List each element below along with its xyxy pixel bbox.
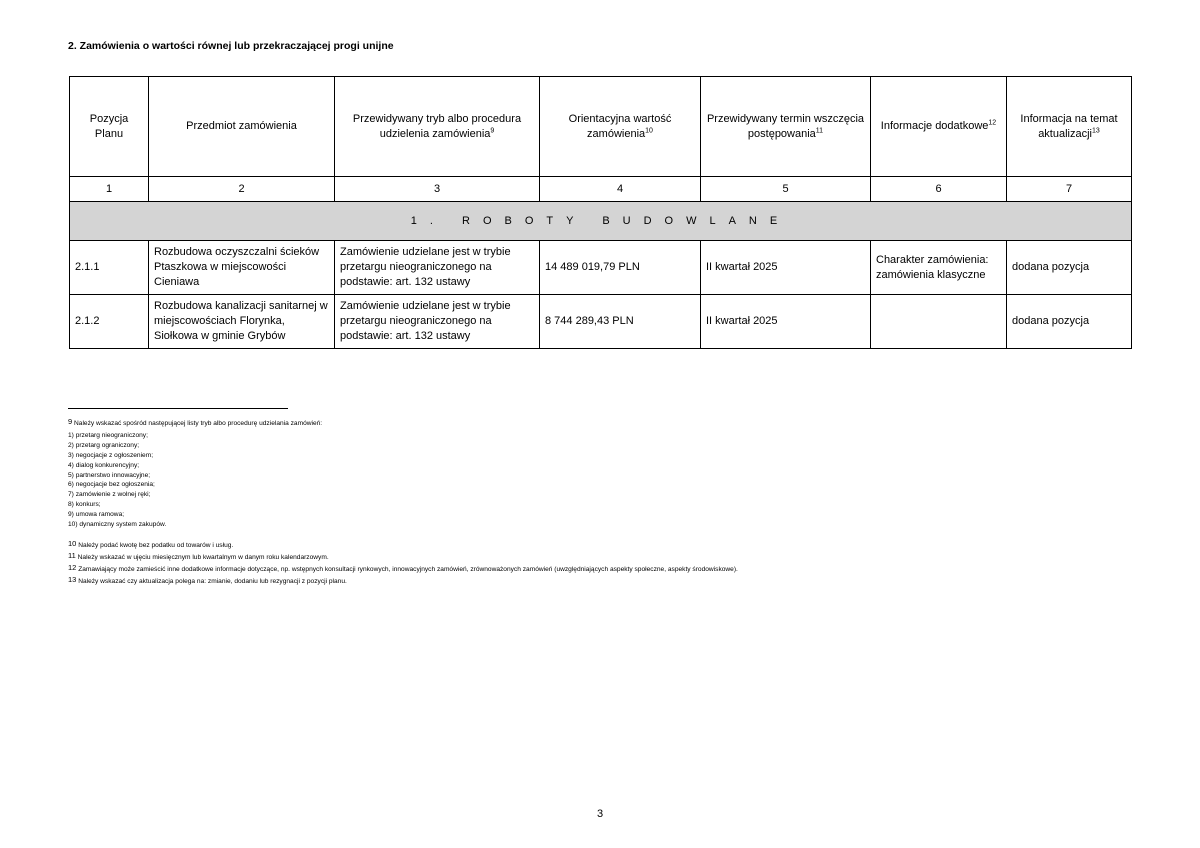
table-header-row xyxy=(70,77,1132,177)
footnote-10: 10 Należy podać kwotę bez podatku od towarów i usług. xyxy=(68,538,234,549)
column-number: 5 xyxy=(701,177,871,202)
column-header: Przewidywany termin wszczęcia postępowania$^{11}$ xyxy=(701,77,871,177)
column-number: 4 xyxy=(540,177,701,202)
update-info-cell: dodana pozycja xyxy=(1007,241,1132,295)
procurement-plan-table xyxy=(69,76,1132,349)
section-heading: 2. Zamówienia o wartości równej lub przekraczającej progi unijne xyxy=(68,40,394,52)
table-row xyxy=(70,295,1132,349)
list-item: 9) umowa ramowa; xyxy=(68,511,125,519)
list-item: 1) przetarg nieograniczony; xyxy=(68,431,148,439)
term-cell: II kwartał 2025 xyxy=(701,295,871,349)
list-item: 4) dialog konkurencyjny; xyxy=(68,461,140,469)
procedure-cell: Zamówienie udzielane jest w trybie przetargu nieograniczonego na podstawie: art. 132 ustawy xyxy=(335,241,540,295)
list-item: 2) przetarg ograniczony; xyxy=(68,441,140,449)
column-header: Informacja na temat aktualizacji$^{13}$ xyxy=(1007,77,1132,177)
column-number: 6 xyxy=(871,177,1007,202)
list-item: 7) zamówienie z wolnej ręki; xyxy=(68,491,151,499)
column-number-row xyxy=(70,177,1132,202)
column-header: Orientacyjna wartość zamówienia$^{10}$ xyxy=(540,77,701,177)
page-number: 3 xyxy=(596,808,604,820)
position-cell: 2.1.2 xyxy=(70,295,149,349)
list-item: 3) negocjacje z ogłoszeniem; xyxy=(68,451,154,459)
section-title: 1. ROBOTY BUDOWLANE xyxy=(70,202,1132,241)
column-number: 3 xyxy=(335,177,540,202)
footnote-9: 9 Należy wskazać spośród następującej listy tryb albo procedurę udzielania zamówień: xyxy=(68,417,323,427)
procedure-list xyxy=(68,431,1068,530)
column-number: 1 xyxy=(70,177,149,202)
list-item: 10) dynamiczny system zakupów. xyxy=(68,521,167,529)
subject-cell: Rozbudowa oczyszczalni ścieków Ptaszkowa w miejscowości Cieniawa xyxy=(149,241,335,295)
footnotes xyxy=(68,417,1068,587)
footnote-12: 12 Zamawiający może zamieścić inne dodatkowe informacje dotyczące, np. wstępnych konsultacji rynkowych, innowacyjnych zamówień, zrównoważonych zamówień (uwzględniających aspekty społeczne, aspekty środowiskowe). xyxy=(68,562,738,573)
additional-info-cell xyxy=(871,295,1007,349)
table-row xyxy=(70,241,1132,295)
position-cell: 2.1.1 xyxy=(70,241,149,295)
list-item: 5) partnerstwo innowacyjne; xyxy=(68,471,151,479)
update-info-cell: dodana pozycja xyxy=(1007,295,1132,349)
value-cell: 8 744 289,43 PLN xyxy=(540,295,701,349)
value-cell: 14 489 019,79 PLN xyxy=(540,241,701,295)
column-header: Pozycja Planu xyxy=(70,77,149,177)
procedure-cell: Zamówienie udzielane jest w trybie przetargu nieograniczonego na podstawie: art. 132 ustawy xyxy=(335,295,540,349)
column-number: 7 xyxy=(1007,177,1132,202)
column-header: Przedmiot zamówienia xyxy=(149,77,335,177)
column-header: Przewidywany tryb albo procedura udzielenia zamówienia$^9$ xyxy=(335,77,540,177)
section-row xyxy=(70,202,1132,241)
footnote-11: 11 Należy wskazać w ujęciu miesięcznym lub kwartalnym w danym roku kalendarzowym. xyxy=(68,550,329,561)
list-item: 8) konkurs; xyxy=(68,501,101,509)
term-cell: II kwartał 2025 xyxy=(701,241,871,295)
additional-info-cell: Charakter zamówienia: zamówienia klasyczne xyxy=(871,241,1007,295)
subject-cell: Rozbudowa kanalizacji sanitarnej w miejscowościach Florynka, Siołkowa w gminie Grybów xyxy=(149,295,335,349)
list-item: 6) negocjacje bez ogłoszenia; xyxy=(68,481,155,489)
column-number: 2 xyxy=(149,177,335,202)
footnote-separator xyxy=(68,408,288,409)
footnote-13: 13 Należy wskazać czy aktualizacja polega na: zmianie, dodaniu lub rezygnacji z pozycji planu. xyxy=(68,574,347,585)
column-header: Informacje dodatkowe$^{12}$ xyxy=(871,77,1007,177)
